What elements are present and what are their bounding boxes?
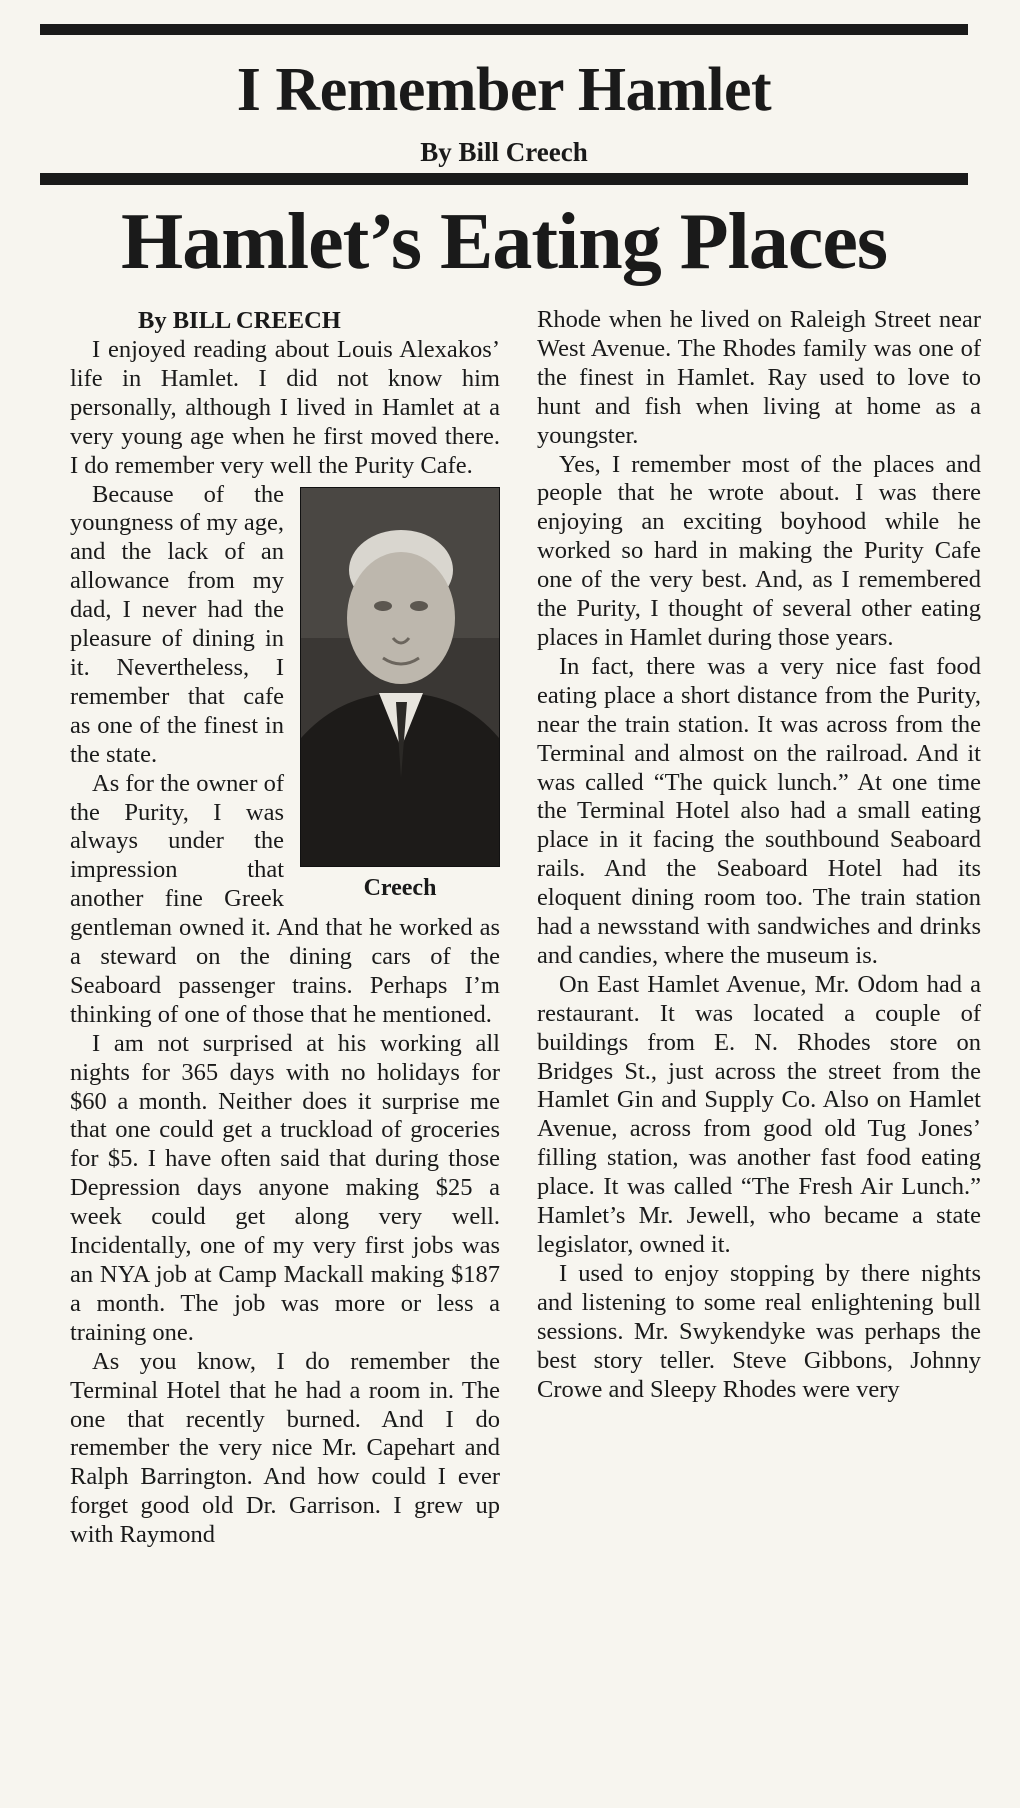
- paragraph: As for the owner of the Purity, I was always under the impression that another fine Greek gentleman owned it. And that he worked as a steward on the dining cars of the Seaboard passenger trains. Perhaps I’m thinking of one of those that he mentioned.: [70, 769, 500, 1028]
- left-column: [70, 306, 500, 1550]
- paragraph: I enjoyed reading about Louis Alexakos’ life in Hamlet. I did not know him personally, although I lived in Hamlet at a very young age when he first moved there. I do remember very well the Purity Cafe.: [70, 336, 500, 479]
- paragraph: In fact, there was a very nice fast food eating place a short distance from the Purity, near the train station. It was across from the Terminal and almost on the railroad. And it was called “The quick lunch.” At one time the Terminal Hotel also had a small eating place in it facing the southbound Seaboard rails. And the Seaboard Hotel had its eloquent dining room too. The train station had a newsstand with sandwiches and drinks and candies, where the museum is.: [537, 652, 981, 969]
- headline-rule: [40, 173, 968, 185]
- paragraph-continuation: Rhode when he lived on Raleigh Street near West Avenue. The Rhodes family was one of the finest in Hamlet. Ray used to love to hunt and fish when living at home as a youngster.: [537, 306, 981, 449]
- paragraph: I used to enjoy stopping by there nights and listening to some real enlightening bull sessions. Mr. Swykendyke was perhaps the best story teller. Steve Gibbons, Johnny Crowe and Sleepy Rhodes were very: [537, 1259, 981, 1403]
- portrait-image: [301, 488, 499, 866]
- paragraph: I am not surprised at his working all nights for 365 days with no holidays for $60 a month. Neither does it surprise me that one could get a truckload of groceries for $5. I have often said that during those Depression days anyone making $25 a week could get along very well. Incidentally, one of my very first jobs was an NYA job at Camp Mackall making $187 a month. The job was more or less a training one.: [70, 1029, 500, 1346]
- right-column: [537, 306, 981, 1404]
- paragraph: Yes, I remember most of the places and people that he wrote about. I was there enjoying an exciting boyhood while he worked so hard in making the Purity Cafe one of the very best. And, as I remembered the Purity, I thought of several other eating places in Hamlet during those years.: [537, 450, 981, 651]
- photo-caption: Creech: [363, 874, 437, 901]
- article-headline: Hamlet’s Eating Places: [120, 198, 887, 286]
- column-byline: By Bill Creech: [420, 137, 588, 167]
- author-photo-block: [300, 487, 500, 903]
- paragraph: As you know, I do remember the Terminal Hotel that he had a room in. The one that recently burned. And I do remember the very nice Mr. Capehart and Ralph Barrington. And how could I ever forget good old Dr. Garrison. I grew up with Raymond: [70, 1347, 500, 1549]
- author-byline: By BILL CREECH: [138, 307, 341, 334]
- column-title: I Remember Hamlet: [236, 56, 772, 124]
- top-rule: [40, 24, 968, 35]
- author-photo: [300, 487, 500, 867]
- paragraph: Because of the youngness of my age, and the lack of an allowance from my dad, I never had the pleasure of dining in it. Nevertheless, I remember that cafe as one of the finest in the state.: [70, 480, 284, 768]
- paragraph: On East Hamlet Avenue, Mr. Odom had a restaurant. It was located a couple of buildings from E. N. Rhodes store on Bridges St., just across the street from the Hamlet Gin and Supply Co. Also on Hamlet Avenue, across from good old Tug Jones’ filling station, was another fast food eating place. It was called “The Fresh Air Lunch.” Hamlet’s Mr. Jewell, who became a state legislator, owned it.: [537, 970, 981, 1258]
